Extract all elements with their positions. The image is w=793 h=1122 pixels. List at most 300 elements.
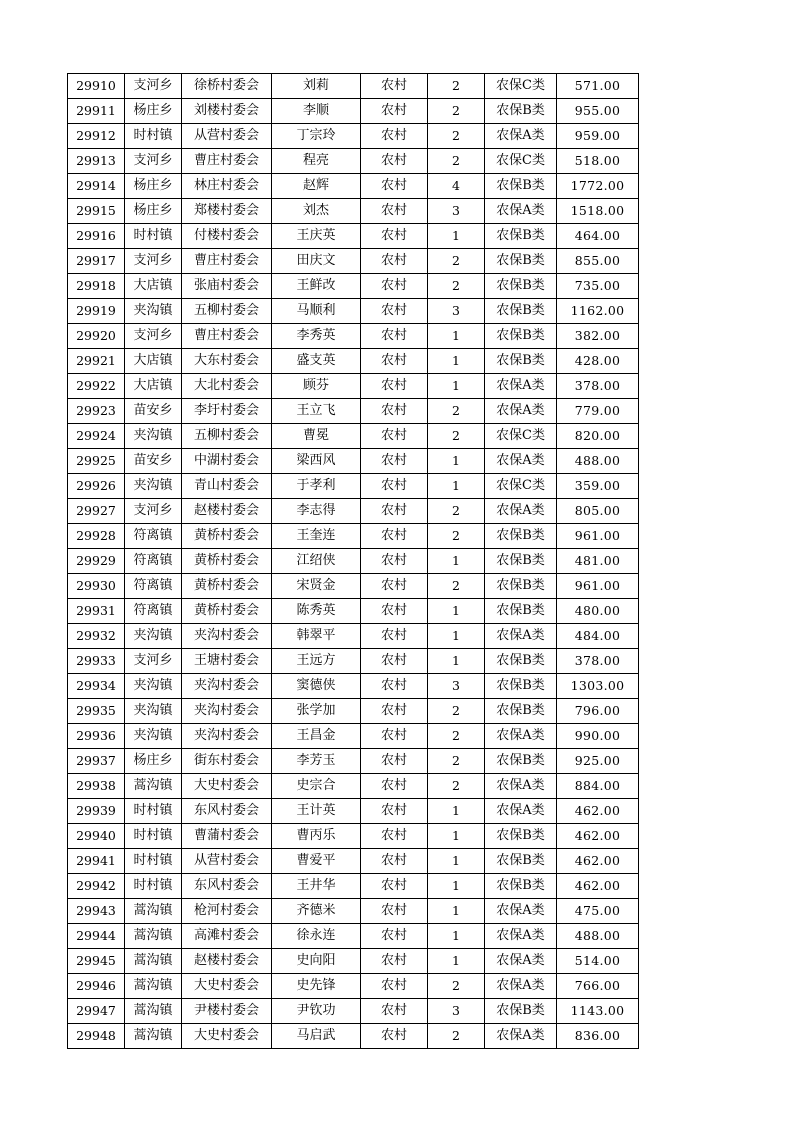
record-id-cell: 29934 [68,674,125,699]
village-cell: 街东村委会 [182,749,272,774]
township-cell: 蒿沟镇 [125,924,182,949]
village-cell: 曹庄村委会 [182,149,272,174]
amount-cell: 378.00 [557,374,639,399]
name-cell: 曹冕 [272,424,361,449]
household-count-cell: 1 [428,374,485,399]
name-cell: 王鲜改 [272,274,361,299]
name-cell: 赵辉 [272,174,361,199]
amount-cell: 855.00 [557,249,639,274]
area-type-cell: 农村 [361,1024,428,1049]
household-count-cell: 3 [428,299,485,324]
amount-cell: 959.00 [557,124,639,149]
village-cell: 夹沟村委会 [182,624,272,649]
amount-cell: 488.00 [557,924,639,949]
household-count-cell: 2 [428,524,485,549]
township-cell: 符离镇 [125,574,182,599]
table-row [68,349,639,374]
household-count-cell: 1 [428,849,485,874]
township-cell: 支河乡 [125,649,182,674]
name-cell: 李志得 [272,499,361,524]
area-type-cell: 农村 [361,349,428,374]
township-cell: 苗安乡 [125,399,182,424]
record-id-cell: 29913 [68,149,125,174]
category-cell: 农保A类 [485,499,557,524]
area-type-cell: 农村 [361,574,428,599]
village-cell: 曹蒲村委会 [182,824,272,849]
name-cell: 史先锋 [272,974,361,999]
household-count-cell: 1 [428,224,485,249]
village-cell: 从营村委会 [182,124,272,149]
area-type-cell: 农村 [361,899,428,924]
record-id-cell: 29938 [68,774,125,799]
township-cell: 蒿沟镇 [125,774,182,799]
amount-cell: 484.00 [557,624,639,649]
name-cell: 王计英 [272,799,361,824]
category-cell: 农保A类 [485,624,557,649]
record-id-cell: 29926 [68,474,125,499]
area-type-cell: 农村 [361,724,428,749]
category-cell: 农保B类 [485,249,557,274]
category-cell: 农保A类 [485,799,557,824]
table-row [68,424,639,449]
table-row [68,624,639,649]
category-cell: 农保A类 [485,924,557,949]
amount-cell: 428.00 [557,349,639,374]
township-cell: 时村镇 [125,824,182,849]
category-cell: 农保B类 [485,299,557,324]
category-cell: 农保B类 [485,849,557,874]
amount-cell: 735.00 [557,274,639,299]
table-row [68,824,639,849]
category-cell: 农保A类 [485,199,557,224]
village-cell: 刘楼村委会 [182,99,272,124]
record-id-cell: 29936 [68,724,125,749]
household-count-cell: 1 [428,349,485,374]
area-type-cell: 农村 [361,99,428,124]
amount-cell: 378.00 [557,649,639,674]
table-row [68,599,639,624]
name-cell: 江绍侠 [272,549,361,574]
area-type-cell: 农村 [361,499,428,524]
area-type-cell: 农村 [361,274,428,299]
name-cell: 史向阳 [272,949,361,974]
area-type-cell: 农村 [361,174,428,199]
area-type-cell: 农村 [361,974,428,999]
area-type-cell: 农村 [361,124,428,149]
household-count-cell: 1 [428,649,485,674]
amount-cell: 820.00 [557,424,639,449]
table-row [68,924,639,949]
name-cell: 刘杰 [272,199,361,224]
village-cell: 夹沟村委会 [182,724,272,749]
area-type-cell: 农村 [361,949,428,974]
table-row [68,149,639,174]
village-cell: 五柳村委会 [182,299,272,324]
household-count-cell: 1 [428,324,485,349]
village-cell: 徐桥村委会 [182,74,272,99]
category-cell: 农保C类 [485,424,557,449]
area-type-cell: 农村 [361,449,428,474]
name-cell: 尹钦功 [272,999,361,1024]
name-cell: 李芳玉 [272,749,361,774]
household-count-cell: 2 [428,699,485,724]
record-id-cell: 29918 [68,274,125,299]
household-count-cell: 2 [428,99,485,124]
table-row [68,549,639,574]
name-cell: 王庆英 [272,224,361,249]
village-cell: 尹楼村委会 [182,999,272,1024]
township-cell: 大店镇 [125,349,182,374]
table-row [68,474,639,499]
village-cell: 五柳村委会 [182,424,272,449]
area-type-cell: 农村 [361,224,428,249]
township-cell: 支河乡 [125,74,182,99]
village-cell: 赵楼村委会 [182,949,272,974]
amount-cell: 462.00 [557,799,639,824]
record-id-cell: 29911 [68,99,125,124]
household-count-cell: 2 [428,749,485,774]
name-cell: 史宗合 [272,774,361,799]
amount-cell: 481.00 [557,549,639,574]
village-cell: 中湖村委会 [182,449,272,474]
record-id-cell: 29923 [68,399,125,424]
amount-cell: 359.00 [557,474,639,499]
record-id-cell: 29947 [68,999,125,1024]
household-count-cell: 2 [428,149,485,174]
table-row [68,649,639,674]
village-cell: 张庙村委会 [182,274,272,299]
household-count-cell: 1 [428,474,485,499]
category-cell: 农保B类 [485,874,557,899]
table-row [68,299,639,324]
record-id-cell: 29937 [68,749,125,774]
amount-cell: 464.00 [557,224,639,249]
township-cell: 时村镇 [125,849,182,874]
township-cell: 蒿沟镇 [125,899,182,924]
category-cell: 农保B类 [485,649,557,674]
category-cell: 农保C类 [485,74,557,99]
household-count-cell: 4 [428,174,485,199]
table-row [68,449,639,474]
amount-cell: 1303.00 [557,674,639,699]
township-cell: 夹沟镇 [125,299,182,324]
name-cell: 韩翠平 [272,624,361,649]
township-cell: 蒿沟镇 [125,999,182,1024]
name-cell: 王立飞 [272,399,361,424]
category-cell: 农保A类 [485,1024,557,1049]
table-row [68,899,639,924]
area-type-cell: 农村 [361,324,428,349]
township-cell: 支河乡 [125,324,182,349]
record-id-cell: 29946 [68,974,125,999]
amount-cell: 961.00 [557,524,639,549]
township-cell: 大店镇 [125,374,182,399]
name-cell: 李顺 [272,99,361,124]
household-count-cell: 2 [428,399,485,424]
name-cell: 盛支英 [272,349,361,374]
name-cell: 王远方 [272,649,361,674]
household-count-cell: 1 [428,624,485,649]
township-cell: 符离镇 [125,524,182,549]
household-count-cell: 1 [428,924,485,949]
township-cell: 蒿沟镇 [125,949,182,974]
township-cell: 夹沟镇 [125,424,182,449]
record-id-cell: 29935 [68,699,125,724]
category-cell: 农保A类 [485,949,557,974]
table-row [68,274,639,299]
name-cell: 李秀英 [272,324,361,349]
amount-cell: 462.00 [557,824,639,849]
township-cell: 符离镇 [125,549,182,574]
record-id-cell: 29930 [68,574,125,599]
township-cell: 时村镇 [125,799,182,824]
area-type-cell: 农村 [361,74,428,99]
record-id-cell: 29925 [68,449,125,474]
township-cell: 时村镇 [125,224,182,249]
household-count-cell: 1 [428,449,485,474]
category-cell: 农保B类 [485,524,557,549]
category-cell: 农保A类 [485,724,557,749]
table-row [68,374,639,399]
area-type-cell: 农村 [361,524,428,549]
household-count-cell: 2 [428,974,485,999]
area-type-cell: 农村 [361,299,428,324]
area-type-cell: 农村 [361,849,428,874]
village-cell: 夹沟村委会 [182,699,272,724]
category-cell: 农保B类 [485,749,557,774]
township-cell: 支河乡 [125,249,182,274]
amount-cell: 961.00 [557,574,639,599]
village-cell: 大史村委会 [182,774,272,799]
township-cell: 夹沟镇 [125,699,182,724]
category-cell: 农保A类 [485,399,557,424]
record-id-cell: 29941 [68,849,125,874]
record-id-cell: 29948 [68,1024,125,1049]
table-row [68,124,639,149]
village-cell: 大史村委会 [182,1024,272,1049]
township-cell: 夹沟镇 [125,674,182,699]
record-id-cell: 29932 [68,624,125,649]
village-cell: 曹庄村委会 [182,249,272,274]
amount-cell: 488.00 [557,449,639,474]
table-row [68,974,639,999]
amount-cell: 571.00 [557,74,639,99]
amount-cell: 480.00 [557,599,639,624]
category-cell: 农保B类 [485,224,557,249]
household-count-cell: 1 [428,874,485,899]
village-cell: 付楼村委会 [182,224,272,249]
record-id-cell: 29914 [68,174,125,199]
village-cell: 王塘村委会 [182,649,272,674]
category-cell: 农保B类 [485,99,557,124]
category-cell: 农保A类 [485,974,557,999]
category-cell: 农保B类 [485,324,557,349]
record-id-cell: 29940 [68,824,125,849]
record-id-cell: 29922 [68,374,125,399]
record-id-cell: 29929 [68,549,125,574]
township-cell: 支河乡 [125,499,182,524]
township-cell: 苗安乡 [125,449,182,474]
table-row [68,224,639,249]
name-cell: 陈秀英 [272,599,361,624]
category-cell: 农保B类 [485,824,557,849]
household-count-cell: 2 [428,1024,485,1049]
village-cell: 枪河村委会 [182,899,272,924]
area-type-cell: 农村 [361,249,428,274]
area-type-cell: 农村 [361,549,428,574]
household-count-cell: 3 [428,199,485,224]
township-cell: 杨庄乡 [125,99,182,124]
record-id-cell: 29924 [68,424,125,449]
village-cell: 黄桥村委会 [182,549,272,574]
name-cell: 顾芬 [272,374,361,399]
village-cell: 从营村委会 [182,849,272,874]
table-row [68,324,639,349]
area-type-cell: 农村 [361,199,428,224]
area-type-cell: 农村 [361,424,428,449]
village-cell: 东风村委会 [182,874,272,899]
amount-cell: 462.00 [557,849,639,874]
household-count-cell: 3 [428,674,485,699]
amount-cell: 475.00 [557,899,639,924]
village-cell: 高滩村委会 [182,924,272,949]
category-cell: 农保B类 [485,599,557,624]
village-cell: 大北村委会 [182,374,272,399]
table-row [68,249,639,274]
record-id-cell: 29931 [68,599,125,624]
village-cell: 黄桥村委会 [182,524,272,549]
record-id-cell: 29942 [68,874,125,899]
township-cell: 杨庄乡 [125,749,182,774]
record-id-cell: 29921 [68,349,125,374]
household-count-cell: 1 [428,824,485,849]
village-cell: 曹庄村委会 [182,324,272,349]
household-count-cell: 1 [428,949,485,974]
area-type-cell: 农村 [361,599,428,624]
township-cell: 支河乡 [125,149,182,174]
name-cell: 王井华 [272,874,361,899]
table-row [68,724,639,749]
category-cell: 农保C类 [485,474,557,499]
village-cell: 黄桥村委会 [182,574,272,599]
amount-cell: 1518.00 [557,199,639,224]
amount-cell: 1772.00 [557,174,639,199]
area-type-cell: 农村 [361,874,428,899]
table-row [68,949,639,974]
township-cell: 时村镇 [125,124,182,149]
household-count-cell: 3 [428,999,485,1024]
table-row [68,674,639,699]
name-cell: 齐德米 [272,899,361,924]
category-cell: 农保B类 [485,349,557,374]
category-cell: 农保B类 [485,674,557,699]
township-cell: 夹沟镇 [125,474,182,499]
record-id-cell: 29943 [68,899,125,924]
township-cell: 符离镇 [125,599,182,624]
area-type-cell: 农村 [361,474,428,499]
area-type-cell: 农村 [361,749,428,774]
amount-cell: 990.00 [557,724,639,749]
area-type-cell: 农村 [361,624,428,649]
area-type-cell: 农村 [361,799,428,824]
record-id-cell: 29912 [68,124,125,149]
roster-body [68,74,639,1049]
record-id-cell: 29920 [68,324,125,349]
table-row [68,749,639,774]
village-cell: 林庄村委会 [182,174,272,199]
category-cell: 农保A类 [485,899,557,924]
township-cell: 时村镇 [125,874,182,899]
record-id-cell: 29917 [68,249,125,274]
village-cell: 郑楼村委会 [182,199,272,224]
table-row [68,199,639,224]
name-cell: 曹丙乐 [272,824,361,849]
amount-cell: 884.00 [557,774,639,799]
table-row [68,849,639,874]
category-cell: 农保B类 [485,274,557,299]
village-cell: 夹沟村委会 [182,674,272,699]
record-id-cell: 29916 [68,224,125,249]
table-row [68,174,639,199]
name-cell: 于孝利 [272,474,361,499]
village-cell: 青山村委会 [182,474,272,499]
area-type-cell: 农村 [361,399,428,424]
township-cell: 夹沟镇 [125,624,182,649]
category-cell: 农保B类 [485,174,557,199]
household-count-cell: 2 [428,124,485,149]
record-id-cell: 29945 [68,949,125,974]
record-id-cell: 29928 [68,524,125,549]
household-count-cell: 2 [428,74,485,99]
table-row [68,699,639,724]
record-id-cell: 29933 [68,649,125,674]
name-cell: 程亮 [272,149,361,174]
area-type-cell: 农村 [361,649,428,674]
name-cell: 马顺利 [272,299,361,324]
amount-cell: 836.00 [557,1024,639,1049]
name-cell: 田庆文 [272,249,361,274]
household-count-cell: 2 [428,274,485,299]
roster-table [67,73,639,1049]
household-count-cell: 2 [428,424,485,449]
area-type-cell: 农村 [361,924,428,949]
household-count-cell: 1 [428,899,485,924]
record-id-cell: 29939 [68,799,125,824]
amount-cell: 766.00 [557,974,639,999]
household-count-cell: 2 [428,249,485,274]
amount-cell: 382.00 [557,324,639,349]
township-cell: 杨庄乡 [125,199,182,224]
record-id-cell: 29927 [68,499,125,524]
household-count-cell: 2 [428,499,485,524]
township-cell: 夹沟镇 [125,724,182,749]
name-cell: 张学加 [272,699,361,724]
amount-cell: 518.00 [557,149,639,174]
township-cell: 大店镇 [125,274,182,299]
area-type-cell: 农村 [361,824,428,849]
category-cell: 农保A类 [485,374,557,399]
name-cell: 窦德侠 [272,674,361,699]
village-cell: 李圩村委会 [182,399,272,424]
name-cell: 王昌金 [272,724,361,749]
amount-cell: 1162.00 [557,299,639,324]
table-row [68,774,639,799]
village-cell: 黄桥村委会 [182,599,272,624]
name-cell: 曹爱平 [272,849,361,874]
household-count-cell: 2 [428,574,485,599]
table-row [68,74,639,99]
village-cell: 赵楼村委会 [182,499,272,524]
